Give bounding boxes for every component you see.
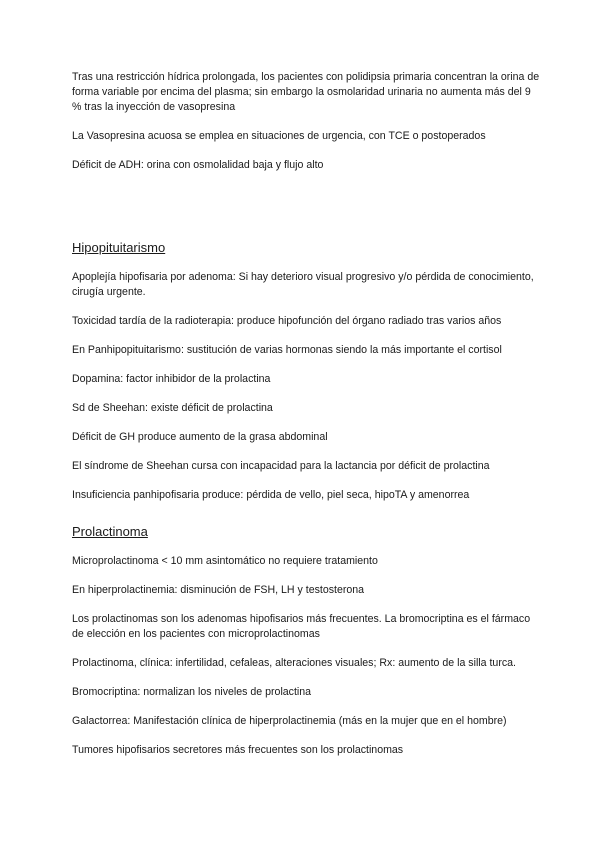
intro-paragraph-3: Déficit de ADH: orina con osmolalidad baja y flujo alto (72, 159, 324, 171)
intro-paragraph-2: La Vasopresina acuosa se emplea en situaciones de urgencia, con TCE o postoperados (72, 130, 486, 142)
hipo-item: En Panhipopituitarismo: sustitución de varias hormonas siendo la más importante el cortisol (72, 344, 502, 356)
prolactinoma-item: Los prolactinomas son los adenomas hipofisarios más frecuentes. La bromocriptina es el fármaco de elección en los pacientes con microprolactinomas (72, 613, 531, 640)
prolactinoma-item: En hiperprolactinemia: disminución de FSH, LH y testosterona (72, 584, 365, 596)
prolactinoma-item: Galactorrea: Manifestación clínica de hiperprolactinemia (más en la mujer que en el hombre) (72, 715, 507, 727)
spacer (72, 187, 540, 239)
intro-paragraph-1: Tras una restricción hídrica prolongada, los pacientes con polidipsia primaria concentran la orina de forma variable por encima del plasma; sin embargo la osmolaridad urinaria no aumenta más del 9 % tras la inyección de vasopresina (72, 71, 540, 113)
section-heading-hipopituitarismo: Hipopituitarismo (72, 240, 166, 255)
prolactinoma-item: Tumores hipofisarios secretores más frecuentes son los prolactinomas (72, 744, 404, 756)
hipo-item: Déficit de GH produce aumento de la grasa abdominal (72, 431, 328, 443)
prolactinoma-item: Bromocriptina: normalizan los niveles de prolactina (72, 686, 312, 698)
hipo-item: El síndrome de Sheehan cursa con incapacidad para la lactancia por déficit de prolactina (72, 460, 490, 472)
hipo-item: Apoplejía hipofisaria por adenoma: Si hay deterioro visual progresivo y/o pérdida de conocimiento, cirugía urgente. (72, 271, 534, 298)
hipo-item: Sd de Sheehan: existe déficit de prolactina (72, 402, 273, 414)
hipo-item: Toxicidad tardía de la radioterapia: produce hipofunción del órgano radiado tras varios años (72, 315, 502, 327)
hipo-item: Dopamina: factor inhibidor de la prolactina (72, 373, 271, 385)
hipo-item: Insuficiencia panhipofisaria produce: pérdida de vello, piel seca, hipoTA y amenorrea (72, 489, 470, 501)
prolactinoma-item: Prolactinoma, clínica: infertilidad, cefaleas, alteraciones visuales; Rx: aumento de la silla turca. (72, 657, 516, 669)
section-heading-prolactinoma: Prolactinoma (72, 524, 148, 539)
prolactinoma-item: Microprolactinoma < 10 mm asintomático no requiere tratamiento (72, 555, 378, 567)
